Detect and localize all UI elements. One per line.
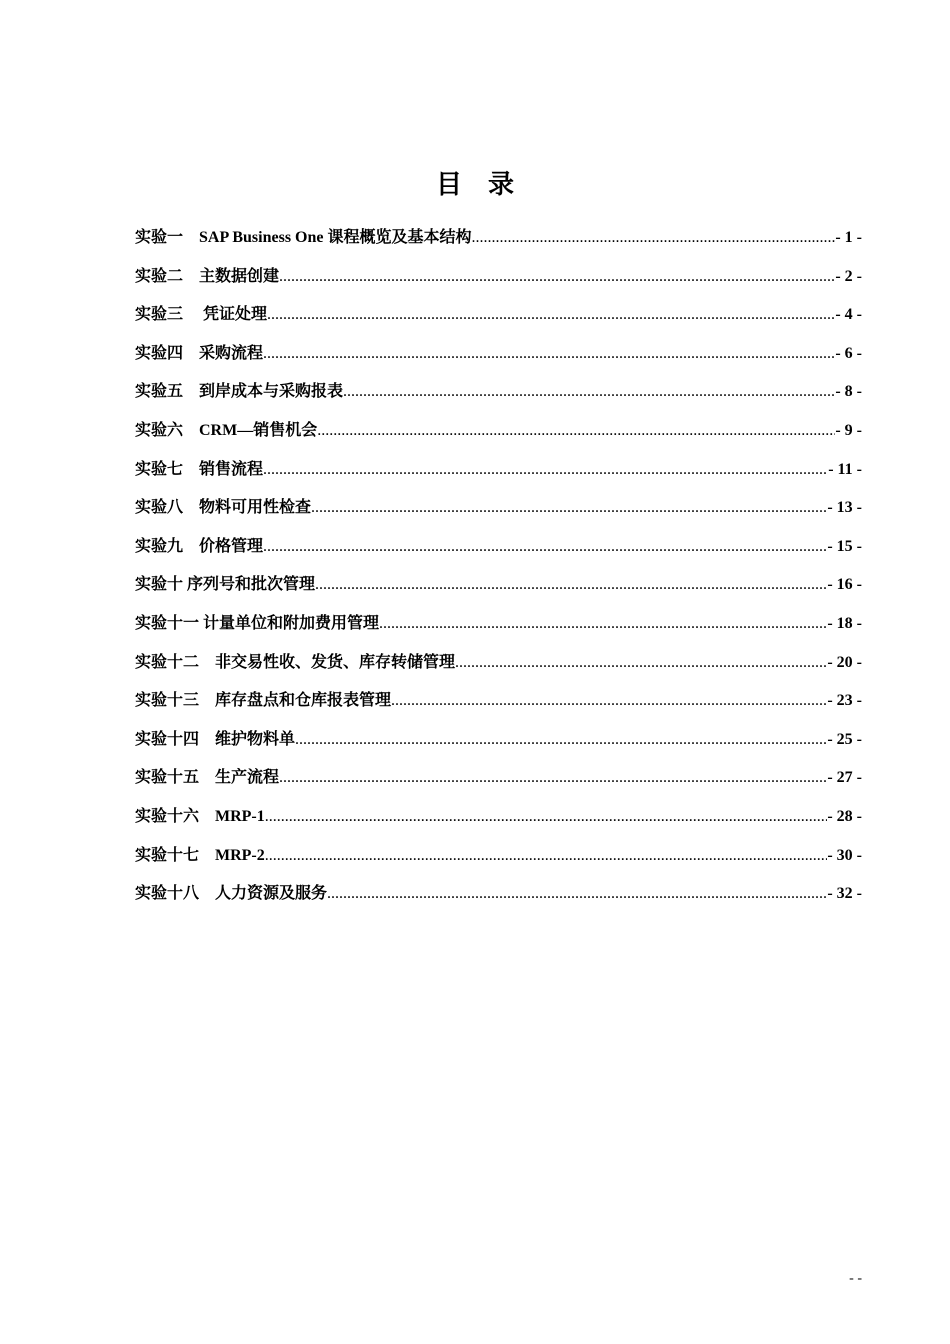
toc-entry-page: - 28 - (827, 807, 862, 825)
toc-entry[interactable] (135, 837, 862, 876)
toc-entry-page: - 13 - (827, 499, 862, 517)
toc-entry-page: - 23 - (827, 692, 862, 710)
toc-dot-leader (295, 721, 827, 760)
toc-entry-page: - 25 - (827, 730, 862, 748)
toc-entry-label: 实验三 凭证处理 (135, 306, 268, 324)
toc-dot-leader (265, 837, 828, 876)
toc-entry-label: 实验十二 非交易性收、发货、库存转储管理 (135, 653, 456, 671)
toc-entry-page: - 18 - (827, 614, 862, 632)
toc-entry-label: 实验十七 MRP-2 (135, 846, 265, 864)
toc-entry[interactable] (135, 759, 862, 798)
toc-dot-leader (455, 644, 827, 683)
page-title: 目 录 (435, 170, 514, 200)
toc-entry-page: - 4 - (835, 306, 862, 324)
toc-entry-page: - 32 - (827, 885, 862, 903)
toc-entry[interactable] (135, 528, 862, 567)
toc-entry[interactable] (135, 875, 862, 914)
toc-entry[interactable] (135, 566, 862, 605)
toc-entry-page: - 2 - (835, 267, 862, 285)
toc-entry[interactable] (135, 373, 862, 412)
toc-dot-leader (263, 335, 835, 374)
toc-entry-label: 实验八 物料可用性检查 (135, 499, 312, 517)
toc-dot-leader (279, 759, 827, 798)
toc-dot-leader (327, 875, 827, 914)
toc-dot-leader (265, 798, 828, 837)
toc-entry-label: 实验十五 生产流程 (135, 769, 280, 787)
toc-entry-label: 实验九 价格管理 (135, 537, 264, 555)
toc-entry-label: 实验二 主数据创建 (135, 267, 280, 285)
toc-entry-label: 实验十六 MRP-1 (135, 807, 265, 825)
toc-entry[interactable] (135, 296, 862, 335)
toc-dot-leader (279, 258, 835, 297)
toc-entry-page: - 9 - (835, 421, 862, 439)
toc-dot-leader (311, 489, 827, 528)
toc-dot-leader (267, 296, 835, 335)
toc-dot-leader (317, 412, 835, 451)
toc-entry-label: 实验四 采购流程 (135, 344, 264, 362)
toc-entry-label: 实验七 销售流程 (135, 460, 264, 478)
toc-entry[interactable] (135, 258, 862, 297)
toc-entry-page: - 15 - (827, 537, 862, 555)
toc-entry[interactable] (135, 605, 862, 644)
toc-entry-label: 实验十 序列号和批次管理 (135, 576, 316, 594)
table-of-contents (135, 219, 862, 914)
toc-entry[interactable] (135, 335, 862, 374)
toc-entry[interactable] (135, 489, 862, 528)
toc-dot-leader (472, 219, 836, 258)
toc-entry[interactable] (135, 798, 862, 837)
toc-entry-page: - 1 - (835, 229, 862, 246)
toc-entry[interactable] (135, 219, 862, 258)
toc-entry-page: - 6 - (835, 344, 862, 362)
toc-entry-label: 实验十三 库存盘点和仓库报表管理 (135, 692, 392, 710)
toc-entry[interactable] (135, 451, 862, 490)
toc-entry-page: - 30 - (827, 846, 862, 864)
toc-entry-page: - 16 - (827, 576, 862, 594)
toc-dot-leader (263, 451, 828, 490)
toc-entry[interactable] (135, 412, 862, 451)
toc-entry-label: 实验十八 人力资源及服务 (135, 885, 328, 903)
toc-entry-label: 实验五 到岸成本与采购报表 (135, 383, 344, 401)
toc-entry[interactable] (135, 682, 862, 721)
toc-dot-leader (263, 528, 827, 567)
toc-entry-page: - 11 - (828, 460, 862, 478)
toc-dot-leader (379, 605, 827, 644)
toc-entry-label: 实验一 SAP Business One 课程概览及基本结构 (135, 229, 472, 246)
toc-dot-leader (391, 682, 827, 721)
toc-entry-label: 实验十一 计量单位和附加费用管理 (135, 614, 380, 632)
toc-dot-leader (343, 373, 835, 412)
toc-entry-label: 实验六 CRM—销售机会 (135, 421, 318, 439)
toc-entry-page: - 8 - (835, 383, 862, 401)
toc-dot-leader (315, 566, 827, 605)
toc-entry-page: - 27 - (827, 769, 862, 787)
toc-entry-page: - 20 - (827, 653, 862, 671)
toc-entry-label: 实验十四 维护物料单 (135, 730, 296, 748)
toc-entry[interactable] (135, 721, 862, 760)
toc-entry[interactable] (135, 644, 862, 683)
footer-page-number: - - (849, 1271, 862, 1286)
